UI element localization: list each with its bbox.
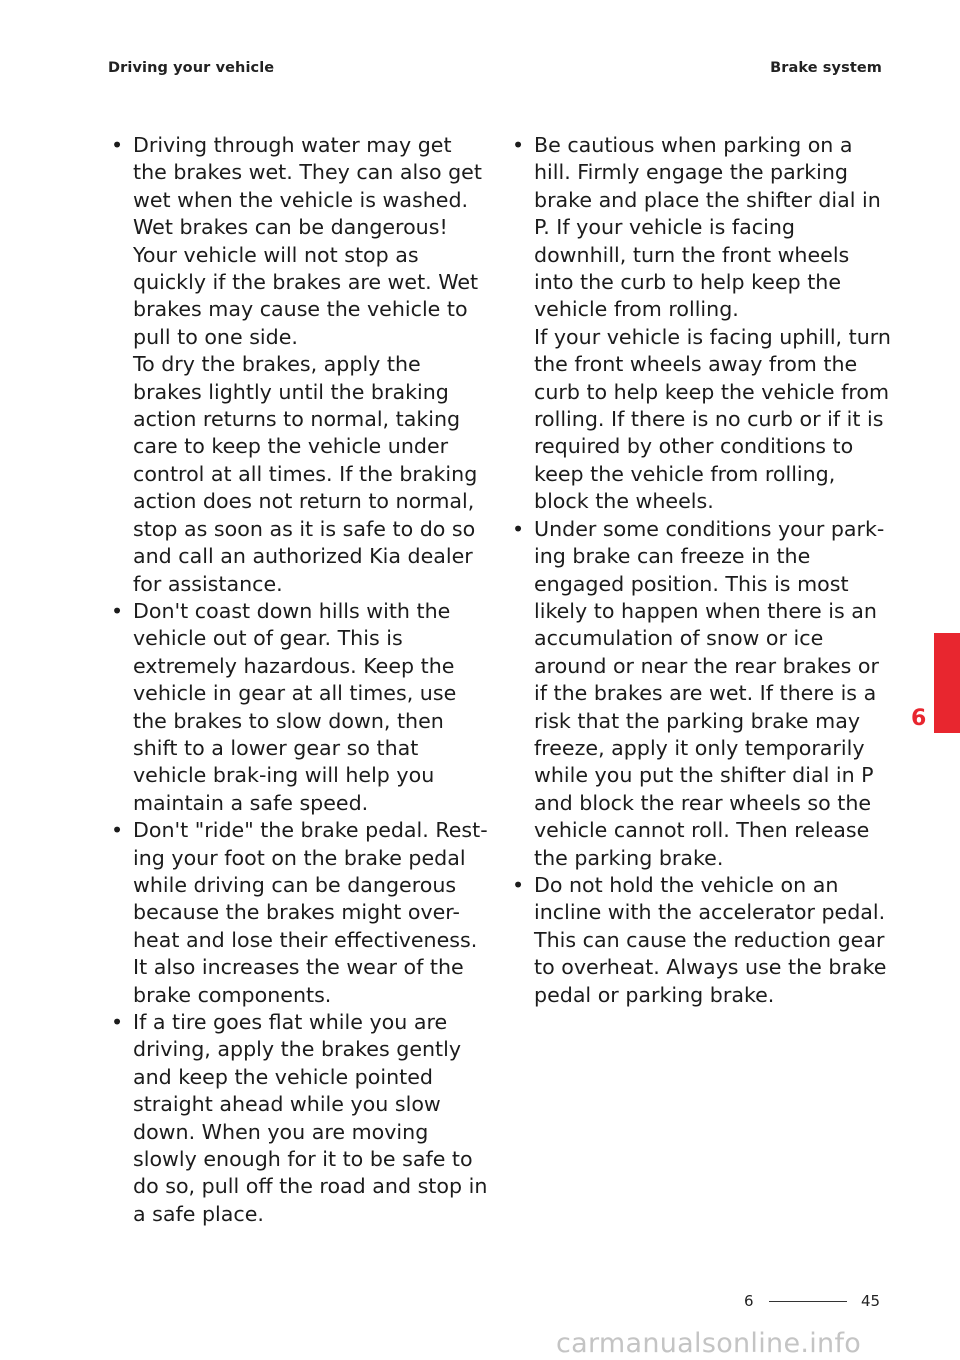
left-column: [110, 132, 488, 1228]
bullet-dot: •: [111, 598, 124, 623]
right-column: [511, 132, 891, 1009]
footer-chapter-number: 6: [744, 1292, 754, 1310]
bullet-item-wet-brakes: [110, 132, 488, 598]
bullet-paragraph: If your vehicle is facing uphill, turn the front wheels away from the curb to help keep the vehicle from rolling. If there is no curb or if it is required by other conditions to keep the vehicle from rolling, block the wheels.: [534, 324, 891, 514]
bullet-item-hill-parking: [511, 132, 891, 516]
bullet-paragraph: Don't "ride" the brake pedal. Rest-ing your foot on the brake pedal while driving can be dangerous because the brakes might over-heat and lose their effectiveness. It also increases the wear of the brake components.: [133, 818, 488, 1007]
bullet-item-coasting: [110, 598, 488, 817]
bullet-item-riding-pedal: [110, 817, 488, 1009]
bullet-dot: •: [111, 1010, 124, 1034]
bullet-paragraph: Driving through water may get the brakes wet. They can also get wet when the vehicle is washed. Wet brakes can be dangerous! Your vehicle will not stop as quickly if the brakes are wet. Wet brakes may cause the vehicle to pull to one side.: [133, 133, 482, 349]
bullet-dot: •: [512, 133, 525, 157]
running-header-topic: Brake system: [770, 60, 882, 76]
footer-page-number: 45: [861, 1292, 881, 1310]
bullet-paragraph: Under some conditions your park-ing brake can freeze in the engaged position. This is most likely to happen when there is an accumulation of snow or ice around or near the rear brakes or if the brakes are wet. If there is a risk that the parking brake may freeze, apply it only temporarily while you put the shifter dial in P and block the rear wheels so the vehicle cannot roll. Then release the parking brake.: [534, 516, 885, 870]
footer-divider: [769, 1301, 847, 1302]
bullet-dot: •: [512, 872, 525, 897]
running-header-section: Driving your vehicle: [108, 60, 275, 76]
watermark: carmanualsonline.info: [556, 1328, 862, 1359]
bullet-paragraph: Don't coast down hills with the vehicle out of gear. This is extremely hazardous. Keep the vehicle in gear at all times, use the brakes to slow down, then shift to a lower gear so that vehicle brak-ing will help you maintain a safe speed.: [133, 598, 457, 815]
bullet-item-frozen-brake: [511, 516, 891, 872]
bullet-item-incline-hold: [511, 872, 891, 1009]
bullet-paragraph: If a tire goes flat while you are driving, apply the brakes gently and keep the vehicle pointed straight ahead while you slow down. When you are moving slowly enough for it to be safe to do so, pull off the road and stop in a safe place.: [133, 1010, 488, 1226]
bullet-paragraph: To dry the brakes, apply the brakes lightly until the braking action returns to normal, taking care to keep the vehicle under control at all times. If the braking action does not return to normal, stop as soon as it is safe to do so and call an authorized Kia dealer for assistance.: [133, 352, 478, 596]
chapter-tab-number: 6: [911, 706, 927, 731]
bullet-dot: •: [111, 818, 124, 843]
bullet-item-flat-tire: [110, 1009, 488, 1228]
bullet-dot: •: [512, 516, 525, 541]
chapter-side-tab: [934, 633, 960, 733]
bullet-paragraph: Do not hold the vehicle on an incline with the accelerator pedal. This can cause the reduction gear to overheat. Always use the brake pedal or parking brake.: [534, 872, 887, 1007]
bullet-dot: •: [111, 133, 124, 157]
bullet-paragraph: Be cautious when parking on a hill. Firmly engage the parking brake and place the shifter dial in P. If your vehicle is facing downhill, turn the front wheels into the curb to help keep the vehicle from rolling.: [534, 133, 881, 322]
